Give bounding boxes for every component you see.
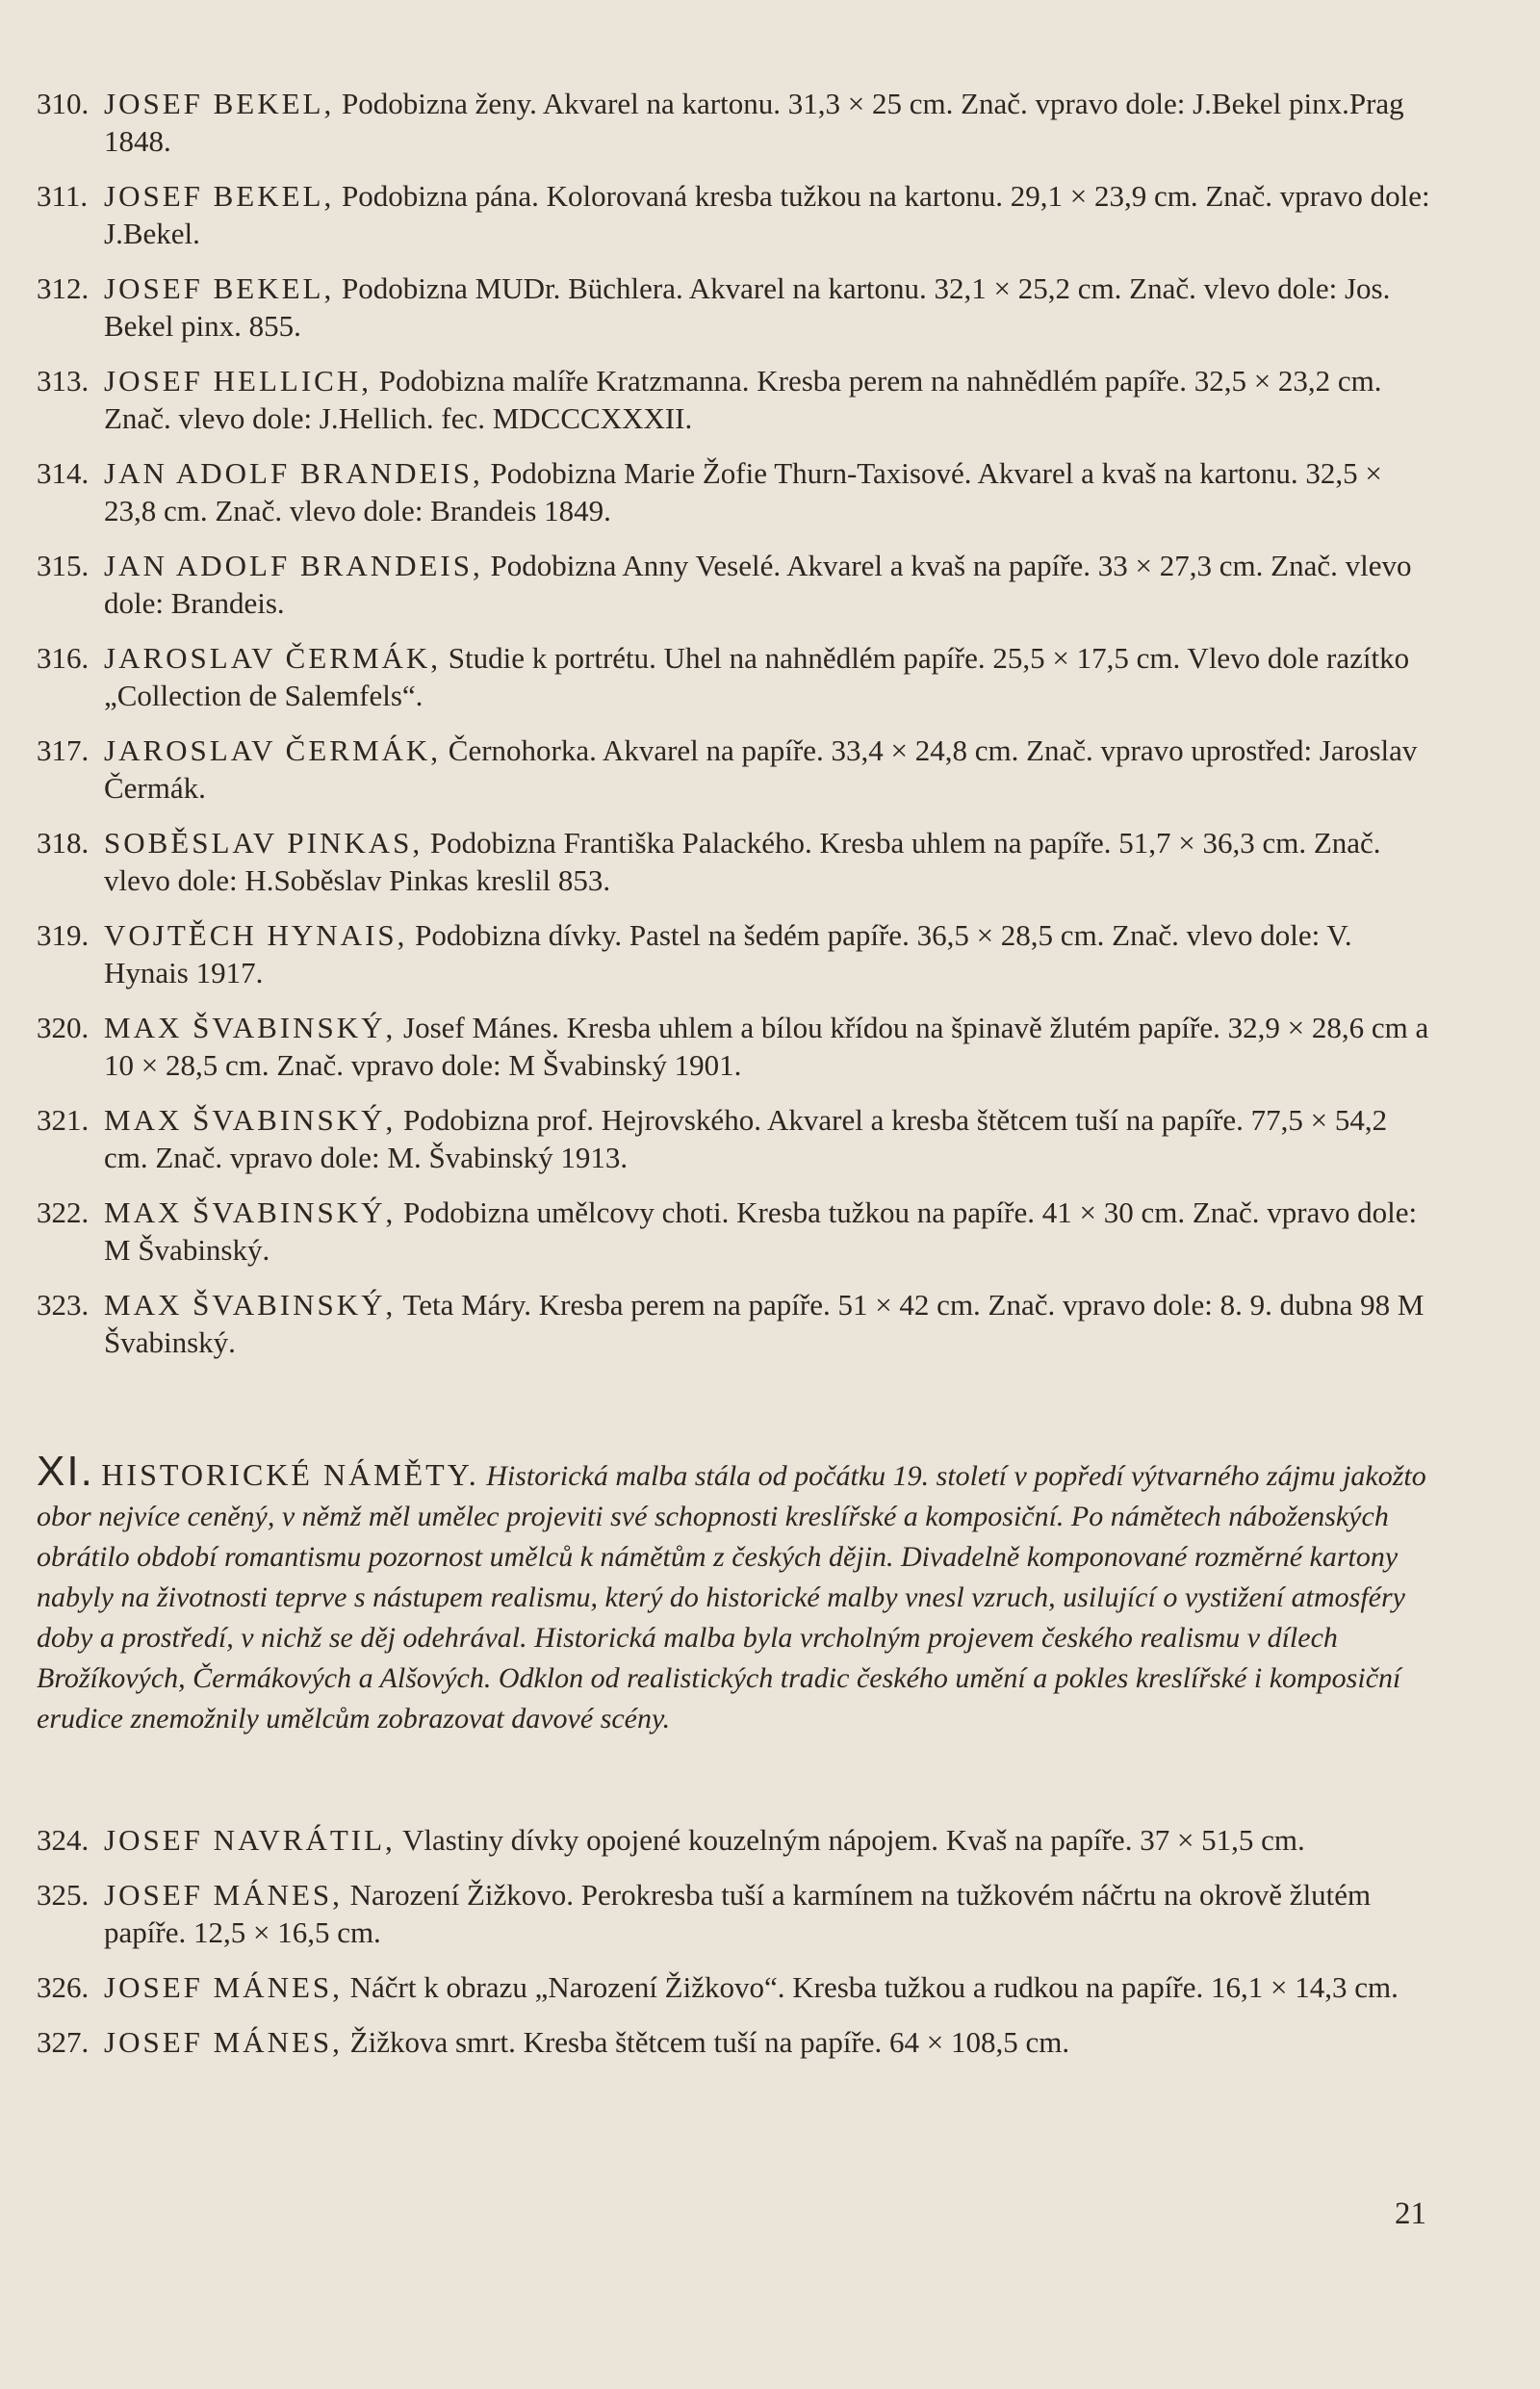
entry-description: Studie k portrétu. Uhel na nahnědlém papíře. 25,5 × 17,5 cm. Vlevo dole razítko „Collection de Salemfels“.: [104, 641, 1410, 712]
entry-number: 321.: [37, 1103, 90, 1137]
entry-author: JOSEF MÁNES,: [104, 1970, 343, 2004]
entry-author: JAN ADOLF BRANDEIS,: [104, 549, 483, 582]
entry-description: Teta Máry. Kresba perem na papíře. 51 × 42 cm. Znač. vpravo dole: 8. 9. dubna 98 M Švabinský.: [104, 1288, 1424, 1359]
entry-description: Podobizna ženy. Akvarel na kartonu. 31,3 × 25 cm. Znač. vpravo dole: J.Bekel pinx.Prag 1848.: [104, 87, 1404, 158]
catalog-entry: [37, 916, 1432, 991]
entry-description: Podobizna prof. Hejrovského. Akvarel a kresba štětcem tuší na papíře. 77,5 × 54,2 cm. Znač. vpravo dole: M. Švabinský 1913.: [104, 1103, 1388, 1174]
catalog-entry: [37, 2023, 1432, 2061]
entry-description: Josef Mánes. Kresba uhlem a bílou křídou na špinavě žlutém papíře. 32,9 × 28,6 cm a 10 × 28,5 cm. Znač. vpravo dole: M Švabinský 1901.: [104, 1011, 1429, 1082]
entry-number: 315.: [37, 549, 90, 582]
entry-description: Podobizna malíře Kratzmanna. Kresba perem na nahnědlém papíře. 32,5 × 23,2 cm. Znač. vlevo dole: J.Hellich. fec. MDCCCXXXII.: [104, 364, 1382, 435]
catalog-entry: [37, 639, 1432, 714]
entry-description: Černohorka. Akvarel na papíře. 33,4 × 24,8 cm. Znač. vpravo uprostřed: Jaroslav Čermák.: [104, 733, 1418, 805]
entry-author: VOJTĚCH HYNAIS,: [104, 918, 408, 952]
catalog-entry: [37, 732, 1432, 807]
catalog-entry: [37, 1876, 1432, 1951]
catalog-entry: [37, 1286, 1432, 1361]
entry-number: 311.: [37, 179, 89, 213]
page-number: 21: [1395, 2196, 1426, 2231]
entry-description: Narození Žižkovo. Perokresba tuší a karmínem na tužkovém náčrtu na okrově žlutém papíře. 12,5 × 16,5 cm.: [104, 1878, 1372, 1949]
entry-author: JOSEF NAVRÁTIL,: [104, 1823, 396, 1857]
entry-description: Náčrt k obrazu „Narození Žižkovo“. Kresba tužkou a rudkou na papíře. 16,1 × 14,3 cm.: [342, 1970, 1399, 2004]
entry-description: Podobizna Františka Palackého. Kresba uhlem na papíře. 51,7 × 36,3 cm. Znač. vlevo dole: H.Soběslav Pinkas kreslil 853.: [104, 826, 1381, 897]
catalog-entry: [37, 454, 1432, 529]
entry-number: 313.: [37, 364, 90, 398]
entry-author: JOSEF MÁNES,: [104, 2025, 343, 2059]
catalog-entry: [37, 1194, 1432, 1269]
entry-number: 322.: [37, 1195, 90, 1229]
entry-author: MAX ŠVABINSKÝ,: [104, 1011, 397, 1044]
catalog-entries-bottom: [37, 1821, 1432, 2078]
catalog-entry: [37, 1009, 1432, 1084]
entry-description: Podobizna umělcovy choti. Kresba tužkou na papíře. 41 × 30 cm. Znač. vpravo dole: M Švabinský.: [104, 1195, 1418, 1267]
section-number: XI.: [37, 1448, 94, 1495]
entry-description: Podobizna MUDr. Büchlera. Akvarel na kartonu. 32,1 × 25,2 cm. Znač. vlevo dole: Jos. Bekel pinx. 855.: [104, 271, 1391, 343]
catalog-entry: [37, 824, 1432, 899]
section-title: HISTORICKÉ NÁMĚTY.: [101, 1457, 479, 1492]
entry-author: SOBĚSLAV PINKAS,: [104, 826, 424, 860]
entry-author: JOSEF HELLICH,: [104, 364, 372, 398]
entry-description: Podobizna dívky. Pastel na šedém papíře. 36,5 × 28,5 cm. Znač. vlevo dole: V. Hynais 1917.: [104, 918, 1352, 989]
catalog-entry: [37, 547, 1432, 622]
entry-number: 319.: [37, 918, 90, 952]
section-intro: [37, 1448, 1432, 1739]
entry-description: Podobizna pána. Kolorovaná kresba tužkou na kartonu. 29,1 × 23,9 cm. Znač. vpravo dole: J.Bekel.: [104, 179, 1430, 250]
catalog-entry: [37, 270, 1432, 345]
entry-number: 325.: [37, 1878, 90, 1912]
entry-author: MAX ŠVABINSKÝ,: [104, 1288, 397, 1322]
entry-author: JAROSLAV ČERMÁK,: [104, 641, 442, 675]
entry-description: Žižkova smrt. Kresba štětcem tuší na papíře. 64 × 108,5 cm.: [342, 2025, 1070, 2059]
catalog-entry: [37, 1821, 1432, 1859]
catalog-entry: [37, 1968, 1432, 2006]
entry-description: Podobizna Marie Žofie Thurn-Taxisové. Akvarel a kvaš na kartonu. 32,5 × 23,8 cm. Znač. vlevo dole: Brandeis 1849.: [104, 456, 1382, 527]
catalog-entry: [37, 1101, 1432, 1176]
catalog-entry: [37, 85, 1432, 160]
entry-author: JAROSLAV ČERMÁK,: [104, 733, 442, 767]
entry-number: 323.: [37, 1288, 90, 1322]
catalog-entry: [37, 362, 1432, 437]
entry-number: 310.: [37, 87, 90, 120]
entry-number: 327.: [37, 2025, 90, 2059]
entry-number: 326.: [37, 1970, 90, 2004]
entry-author: MAX ŠVABINSKÝ,: [104, 1103, 397, 1137]
entry-description: Podobizna Anny Veselé. Akvarel a kvaš na papíře. 33 × 27,3 cm. Znač. vlevo dole: Brandeis.: [104, 549, 1412, 620]
entry-description: Vlastiny dívky opojené kouzelným nápojem. Kvaš na papíře. 37 × 51,5 cm.: [395, 1823, 1305, 1857]
entry-number: 314.: [37, 456, 90, 490]
catalog-entry: [37, 177, 1432, 252]
entry-number: 320.: [37, 1011, 90, 1044]
entry-number: 318.: [37, 826, 90, 860]
entry-author: JOSEF BEKEL,: [104, 179, 335, 213]
entry-number: 317.: [37, 733, 90, 767]
section-text: Historická malba stála od počátku 19. století v popředí výtvarného zájmu jakožto obor nejvíce ceněný, v němž měl umělec projeviti své schopnosti kreslířské a komposiční. Po námětech náboženských obrátilo období romantismu pozornost umělců k námětům z českých dějin. Divadelně komponované rozměrné kartony nabyly na životnosti teprve s nástupem realismu, který do historické malby vnesl vzruch, usilující o vystižení atmosféry doby a prostředí, v nichž se děj odehrával. Historická malba byla vrcholným projevem českého realismu v dílech Brožíkových, Čermákových a Alšových. Odklon od realistických tradic českého umění a pokles kreslířské i komposiční erudice znemožnily umělcům zobrazovat davové scény.: [37, 1460, 1426, 1734]
entry-author: JOSEF BEKEL,: [104, 87, 335, 120]
entry-author: JOSEF BEKEL,: [104, 271, 335, 305]
catalog-entries-top: [37, 85, 1432, 1378]
entry-number: 316.: [37, 641, 90, 675]
entry-author: JAN ADOLF BRANDEIS,: [104, 456, 483, 490]
entry-author: JOSEF MÁNES,: [104, 1878, 343, 1912]
entry-number: 324.: [37, 1823, 90, 1857]
entry-number: 312.: [37, 271, 90, 305]
entry-author: MAX ŠVABINSKÝ,: [104, 1195, 397, 1229]
